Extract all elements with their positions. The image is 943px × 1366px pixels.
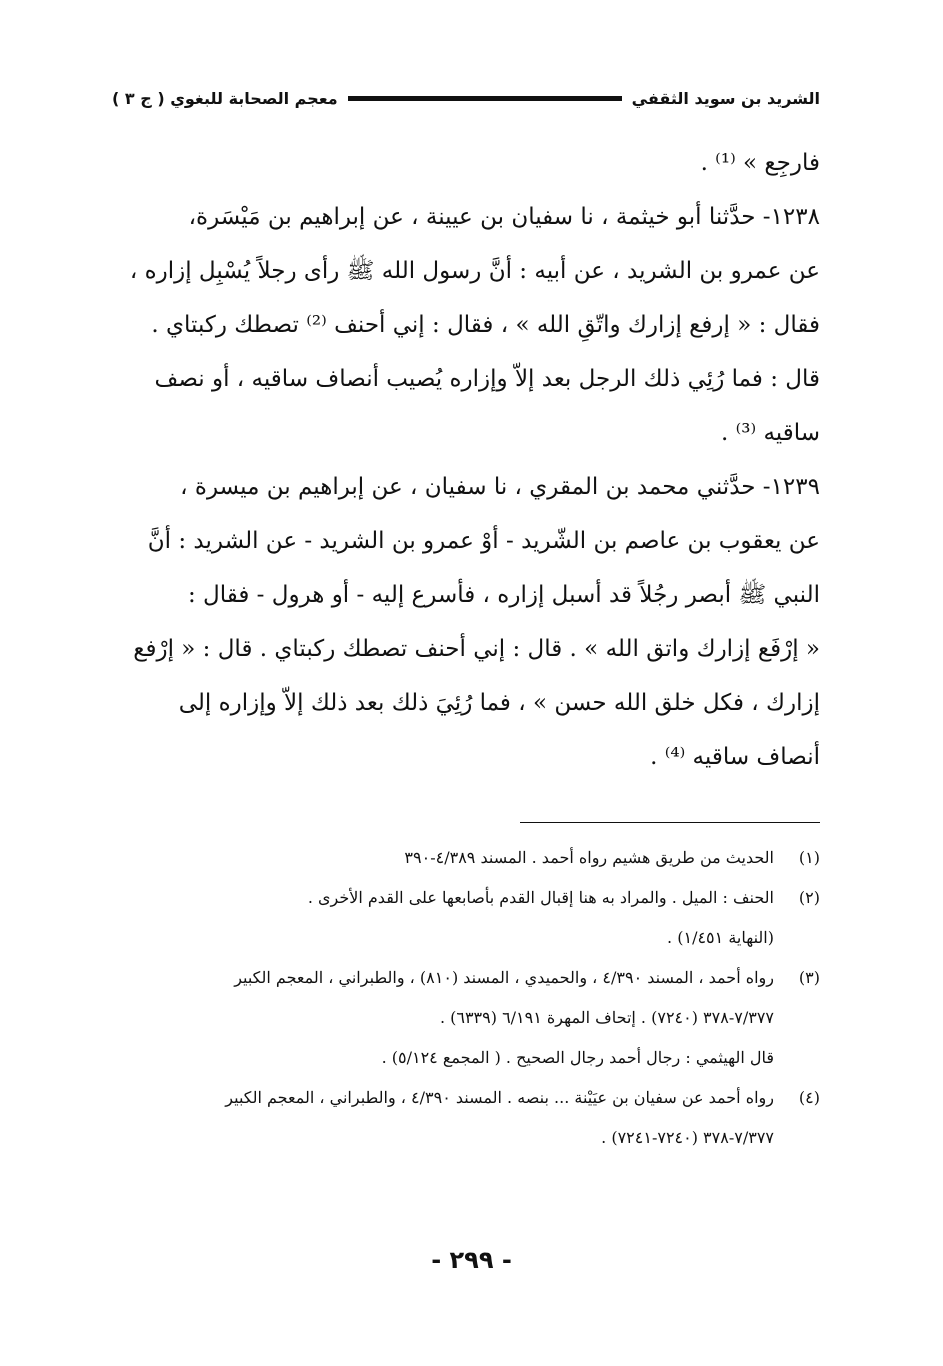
running-header — [112, 82, 820, 114]
text-line: أنصاف ساقيه ⁽⁴⁾ . — [650, 744, 820, 770]
text-line: عن يعقوب بن عاصم بن الشّريد - أوْ عمرو بن الشريد - عن الشريد : أنَّ — [147, 528, 820, 554]
footnote-line: رواه أحمد عن سفيان بن عيَيْنة ... بنصه . المسند ٤/٣٩٠ ، والطبراني ، المعجم الكبير — [225, 1088, 774, 1107]
footnote-number: (٣) — [798, 968, 820, 987]
footnote-number: (١) — [798, 848, 820, 867]
footnote-4 — [112, 1078, 820, 1158]
text-line: قال : فما رُئِي ذلك الرجل بعد إلاّ وإزاره يُصيب أنصاف ساقيه ، أو نصف — [154, 366, 820, 392]
footnote-3 — [112, 958, 820, 1078]
footnote-number: (٢) — [798, 888, 820, 907]
footnote-1 — [112, 838, 820, 878]
footnote-text — [112, 958, 774, 1078]
footnote-2 — [112, 878, 820, 958]
text-line: النبي ﷺ أبصر رجُلاً قد أسبل إزاره ، فأسرع إليه - أو هرول - فقال : — [187, 582, 820, 608]
header-chapter-title: الشريد بن سويد الثقفي — [631, 88, 820, 108]
footnote-number: (٤) — [798, 1088, 820, 1107]
text-line: ١٢٣٩- حدَّثني محمد بن المقري ، نا سفيان ، عن إبراهيم بن ميسرة ، — [180, 474, 820, 500]
text-line: « إرْفَع إزارك واتق الله » . قال : إني أحنف تصطك ركبتاي . قال : « إرْفع — [133, 636, 820, 662]
footnote-line: قال الهيثمي : رجال أحمد رجال الصحيح . ( المجمع ٥/١٢٤) . — [381, 1048, 774, 1067]
header-book-title: معجم الصحابة للبغوي ( ج ٣ ) — [112, 88, 338, 108]
footnote-line: الحديث من طريق هشيم رواه أحمد . المسند ٤/٣٨٩-٣٩٠ — [404, 848, 774, 867]
header-rule — [348, 96, 622, 101]
footnote-line: (النهاية ١/٤٥١) . — [667, 928, 774, 947]
footnote-text — [112, 838, 774, 878]
text-line: فقال : « إرفع إزارك واتّقِ الله » ، فقال : إني أحنف ⁽²⁾ تصطك ركبتاي . — [151, 312, 820, 338]
text-line: فارجِع » ⁽¹⁾ . — [700, 150, 820, 176]
footnote-line: رواه أحمد ، المسند ٤/٣٩٠ ، والحميدي ، المسند (٨١٠) ، والطبراني ، المعجم الكبير — [234, 968, 774, 987]
footnote-divider — [520, 822, 820, 823]
footnote-text — [112, 878, 774, 958]
main-text — [112, 136, 820, 784]
text-line: ساقيه ⁽³⁾ . — [720, 420, 820, 446]
footnote-line: ٧/٣٧٧-٣٧٨ (٧٢٤٠-٧٢٤١) . — [601, 1128, 774, 1147]
text-line: إزارك ، فكل خلق الله حسن » ، فما رُئِيَ ذلك بعد ذلك إلاّ وإزاره إلى — [178, 690, 820, 716]
footnote-text — [112, 1078, 774, 1158]
footnote-line: الحنف : الميل . والمراد به هنا إقبال القدم بأصابعها على القدم الأخرى . — [307, 888, 774, 907]
footnotes — [112, 838, 820, 1158]
page-number: - ٢٩٩ - — [431, 1246, 512, 1274]
text-line: عن عمرو بن الشريد ، عن أبيه : أنَّ رسول الله ﷺ رأى رجلاً يُسْبِل إزاره ، — [129, 258, 820, 284]
footnote-line: ٧/٣٧٧-٣٧٨ (٧٢٤٠) . إتحاف المهرة ٦/١٩١ (٦٣٣٩) . — [439, 1008, 774, 1027]
text-line: ١٢٣٨- حدَّثنا أبو خيثمة ، نا سفيان بن عيينة ، عن إبراهيم بن مَيْسَرة، — [188, 204, 820, 230]
